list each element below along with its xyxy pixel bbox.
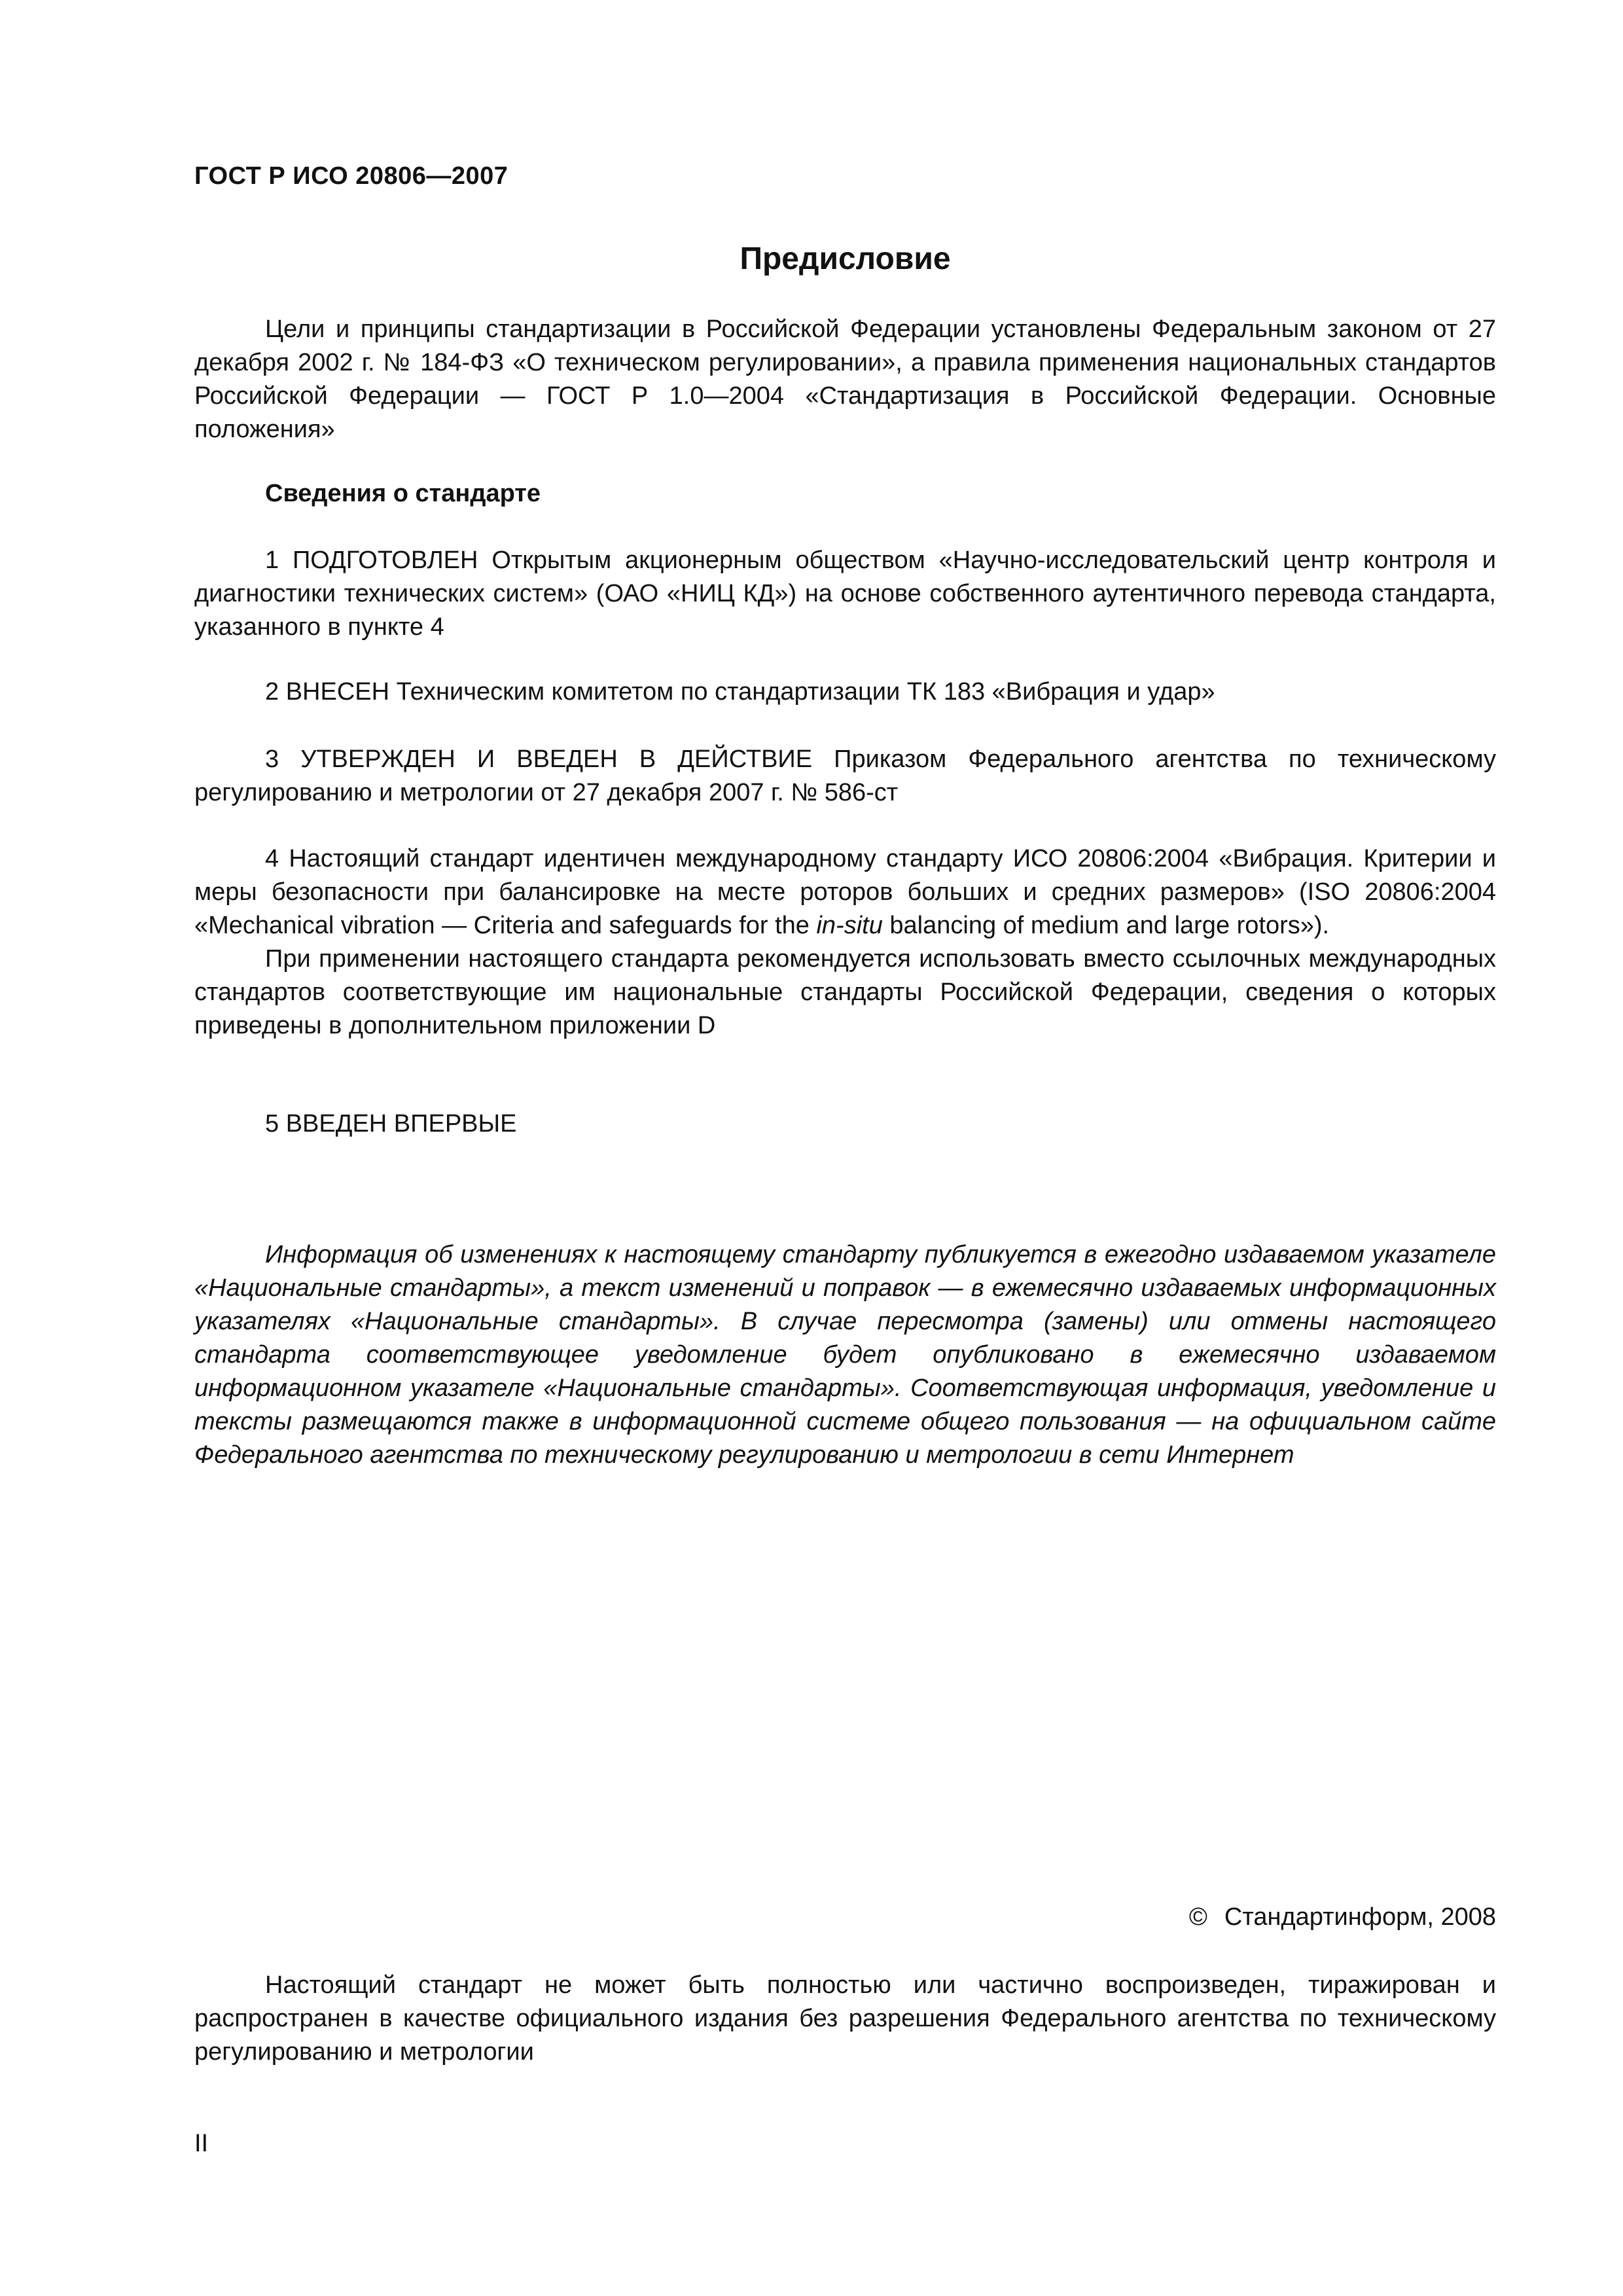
reproduction-notice-paragraph: [194, 1969, 1496, 2069]
item-2-paragraph: [194, 675, 1496, 709]
item-1-text: 1 ПОДГОТОВЛЕН Открытым акционерным обществом «Научно-исследовательский центр контроля и диагностики технических систем» (ОАО «НИЦ КД») на основе собственного аутентичного перевода стандарта, указанного в пункте 4: [194, 547, 1496, 641]
item-3-text: 3 УТВЕРЖДЕН И ВВЕДЕН В ДЕЙСТВИЕ Приказом Федерального агентства по техническому регулированию и метрологии от 27 декабря 2007 г. № 586-ст: [194, 745, 1496, 806]
intro-text: Цели и принципы стандартизации в Российской Федерации установлены Федеральным законом от 27 декабря 2002 г. № 184-ФЗ «О техническом регулировании», а правила применения национальных стандартов Российской Федерации — ГОСТ Р 1.0—2004 «Стандартизация в Российской Федерации. Основные положения»: [194, 315, 1496, 443]
item-5-text: 5 ВВЕДЕН ВПЕРВЫЕ: [265, 1110, 517, 1138]
page-title: Предисловие: [740, 242, 951, 276]
standard-info-heading: Сведения о стандарте: [265, 480, 541, 507]
document-code: ГОСТ Р ИСО 20806—2007: [194, 162, 508, 190]
changes-notice-text: Информация об изменениях к настоящему стандарту публикуется в ежегодно издаваемом указателе «Национальные стандарты», а текст изменений и поправок — в ежемесячно издаваемых информационных указателях «Национальные стандарты». В случае пересмотра (замены) или отмены настоящего стандарта соответствующее уведомление будет опубликовано в ежемесячно издаваемом информационном указателе «Национальные стандарты». Соответствующая информация, уведомление и тексты размещаются также в информационной системе общего пользования — на официальном сайте Федерального агентства по техническому регулированию и метрологии в сети Интернет: [194, 1241, 1496, 1469]
changes-notice-paragraph: [194, 1238, 1496, 1472]
item-3-paragraph: [194, 743, 1496, 810]
copyright-line: [1189, 1903, 1496, 1931]
item-4-text: [194, 842, 1496, 942]
item-5-paragraph: [194, 1107, 1496, 1141]
intro-paragraph: [194, 313, 1496, 446]
reproduction-notice-text: Настоящий стандарт не может быть полностью или частично воспроизведен, тиражирован и распространен в качестве официального издания без разрешения Федерального агентства по техническому регулированию и метрологии: [194, 1971, 1496, 2066]
item-4-text-part1: 4 Настоящий стандарт идентичен международному стандарту ИСО 20806:2004 «Вибрация. Критерии и меры безопасности при балансировке на месте роторов больших и средних размеров» (ISO 20806:2004 «Mechanical vibration — Criteria and safeguards for the: [194, 845, 1496, 939]
copyright-symbol: ©: [1188, 1903, 1207, 1931]
item-4-note: При применении настоящего стандарта рекомендуется использовать вместо ссылочных международных стандартов соответствующие им национальные стандарты Российской Федерации, сведения о которых приведены в дополнительном приложении D: [194, 945, 1496, 1039]
item-4-paragraph: [194, 842, 1496, 1043]
item-1-paragraph: [194, 544, 1496, 644]
item-4-italic-term: in-situ: [816, 912, 883, 939]
item-2-text: 2 ВНЕСЕН Техническим комитетом по стандартизации ТК 183 «Вибрация и удар»: [265, 678, 1215, 706]
copyright-text: Стандартинформ, 2008: [1224, 1903, 1496, 1931]
item-4-text-part2: balancing of medium and large rotors»).: [882, 912, 1330, 939]
page-number: II: [194, 2130, 209, 2157]
